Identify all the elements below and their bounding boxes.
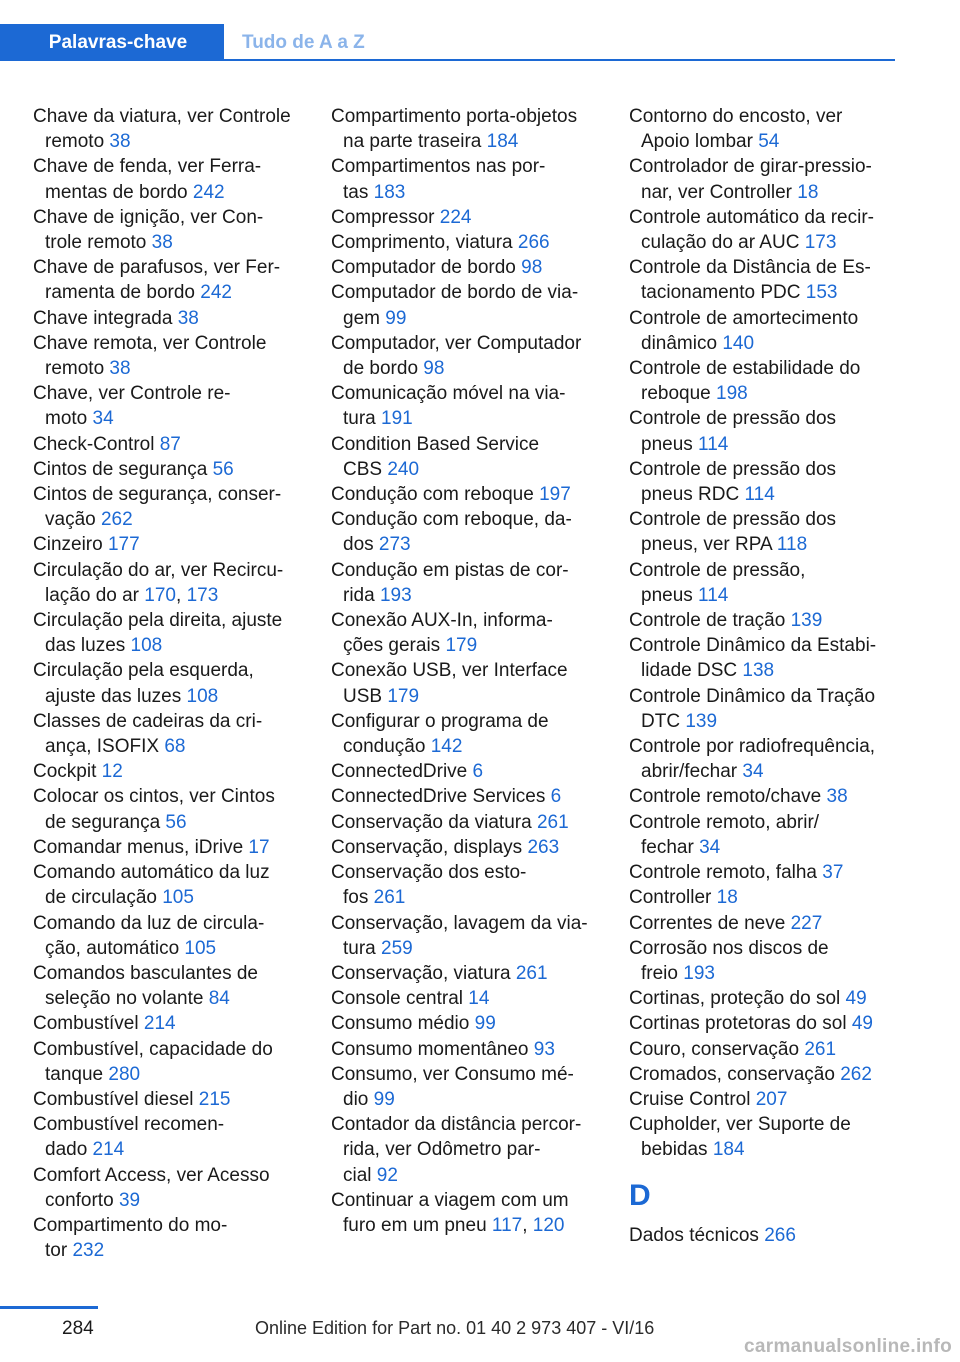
index-entry — [629, 810, 909, 860]
page-link[interactable]: 191 — [381, 408, 413, 430]
index-entry — [33, 1112, 313, 1162]
index-entry — [33, 381, 313, 431]
index-entry — [33, 608, 313, 658]
page-link[interactable]: 120 — [532, 1214, 565, 1236]
index-entry — [331, 104, 611, 154]
index-entry — [629, 1011, 909, 1036]
page-link[interactable]: 139 — [685, 710, 718, 732]
index-entry — [331, 1188, 611, 1238]
index-term: Chave da viatura, ver Controle remoto — [33, 106, 291, 153]
page-link[interactable]: 105 — [162, 887, 194, 909]
index-term: Comandar menus, iDrive — [33, 836, 249, 858]
index-entry — [331, 1112, 611, 1188]
page-link[interactable]: 38 — [826, 786, 848, 808]
page-link[interactable]: 179 — [387, 685, 420, 707]
index-entry — [331, 961, 611, 986]
page-link[interactable]: 193 — [379, 584, 412, 606]
page-link[interactable]: 261 — [373, 887, 406, 909]
header-divider — [0, 59, 895, 61]
index-term: Controle de pressão dos pneus, ver RPA — [629, 509, 837, 556]
index-term: Cockpit — [33, 761, 102, 783]
index-term: Comfort Access, ver Acesso conforto — [33, 1164, 270, 1211]
index-term: Computador de bordo — [331, 257, 522, 279]
index-term: Corrosão nos discos de freio — [629, 937, 829, 984]
index-term: Comando automático da luz de circulação — [33, 862, 270, 909]
index-entry — [331, 986, 611, 1011]
index-term: Controller — [629, 887, 717, 909]
index-entry — [33, 532, 313, 557]
index-term: Console central — [331, 988, 469, 1010]
page-link[interactable]: 99 — [385, 307, 407, 329]
index-entry — [629, 784, 909, 809]
index-entry — [629, 911, 909, 936]
index-entry — [331, 154, 611, 204]
index-term: Controle de tração — [629, 610, 791, 632]
index-entry — [331, 331, 611, 381]
page-link[interactable]: 184 — [486, 131, 519, 153]
page-link[interactable]: 34 — [92, 408, 114, 430]
page-link[interactable]: 18 — [716, 887, 738, 909]
page-link[interactable]: 38 — [109, 131, 131, 153]
index-term: Compressor — [331, 206, 440, 228]
index-entry — [33, 658, 313, 708]
index-term: Cortinas, proteção do sol — [629, 988, 846, 1010]
index-entry — [33, 1087, 313, 1112]
index-term: Combustível — [33, 1013, 144, 1035]
page-link[interactable]: 261 — [536, 811, 569, 833]
index-term: Classes de cadeiras da cri- ança, ISOFIX — [33, 710, 263, 758]
index-entry — [33, 860, 313, 910]
index-term: Cruise Control — [629, 1088, 756, 1110]
page-link[interactable]: 138 — [742, 660, 775, 682]
page-link[interactable]: 56 — [212, 458, 234, 480]
index-entry — [331, 759, 611, 784]
tab-keywords[interactable]: Palavras-chave — [0, 24, 224, 61]
index-term: Controle de pressão dos pneus RDC — [629, 458, 837, 506]
index-term: Cinzeiro — [33, 534, 108, 556]
page-link[interactable]: 183 — [373, 181, 406, 203]
footer-divider — [0, 1306, 98, 1309]
index-entry — [33, 1037, 313, 1087]
page-link[interactable]: 262 — [840, 1063, 872, 1085]
index-entry — [331, 280, 611, 330]
index-term: Compartimento do mo- tor — [33, 1214, 228, 1262]
index-term: Condução com reboque — [331, 484, 540, 506]
page-link[interactable]: 261 — [804, 1038, 837, 1060]
page-link[interactable]: 98 — [423, 358, 445, 380]
page-link[interactable]: 240 — [387, 458, 420, 480]
index-term: Contador da distância percor- rida, ver Odômetro par- cial — [331, 1114, 582, 1186]
page-link[interactable]: 198 — [716, 383, 748, 405]
index-entry — [629, 936, 909, 986]
page-link[interactable]: 173 — [804, 232, 837, 254]
index-entry — [629, 507, 909, 557]
page-link[interactable]: 273 — [378, 534, 411, 556]
index-entry — [331, 255, 611, 280]
index-entry — [33, 482, 313, 532]
index-entry — [331, 1011, 611, 1036]
page-link[interactable]: 84 — [208, 988, 230, 1010]
index-term: Controle remoto/chave — [629, 786, 827, 808]
index-entry — [33, 911, 313, 961]
page-link[interactable]: 184 — [712, 1139, 745, 1161]
index-entry — [629, 1062, 909, 1087]
index-term: Conexão AUX-In, informa- ções gerais — [331, 610, 553, 657]
index-entry — [33, 1163, 313, 1213]
page-link[interactable]: 87 — [159, 433, 181, 455]
index-entry — [331, 658, 611, 708]
index-entry — [629, 154, 909, 204]
section-letter: D — [629, 1178, 651, 1212]
index-term: Controle por radiofrequência, abrir/fechar — [629, 736, 876, 783]
index-term: Controle remoto, abrir/ fechar — [629, 811, 820, 858]
page-link[interactable]: 68 — [164, 736, 186, 758]
index-entry — [629, 255, 909, 305]
index-entry — [629, 306, 909, 356]
index-term: Configurar o programa de condução — [331, 710, 549, 758]
index-column-1 — [33, 104, 313, 1263]
index-entry — [33, 205, 313, 255]
index-term: Combustível diesel — [33, 1088, 199, 1110]
index-term: Controle da Distância de Es- tacionamento PDC — [629, 257, 871, 304]
index-entry — [33, 306, 313, 331]
index-term: Conexão USB, ver Interface USB — [331, 660, 568, 707]
page-link[interactable]: 207 — [755, 1088, 788, 1110]
index-entry — [629, 885, 909, 910]
index-term: Controle de amortecimento dinâmico — [629, 307, 859, 354]
index-entry — [629, 457, 909, 507]
index-term: Comunicação móvel na via- tura — [331, 383, 566, 430]
page-link[interactable]: 49 — [845, 988, 867, 1010]
page-link[interactable]: 266 — [764, 1224, 796, 1246]
index-term: Controle de pressão dos pneus — [629, 408, 837, 455]
index-entry — [629, 104, 909, 154]
index-term: Consumo momentâneo — [331, 1038, 534, 1060]
index-term: Couro, conservação — [629, 1038, 805, 1060]
index-term: Comando da luz de circula- ção, automático — [33, 912, 265, 959]
page-link[interactable]: 38 — [109, 358, 131, 380]
page-link[interactable]: 266 — [517, 232, 550, 254]
index-term: ConnectedDrive — [331, 761, 473, 783]
index-entry — [33, 104, 313, 154]
index-entry — [331, 1062, 611, 1112]
index-entry — [331, 784, 611, 809]
index-entry — [629, 684, 909, 734]
page-link[interactable]: 177 — [107, 534, 140, 556]
page-link[interactable]: 261 — [515, 962, 548, 984]
index-entry — [33, 1011, 313, 1036]
index-term: Contorno do encosto, ver Apoio lombar — [629, 106, 843, 153]
index-term: Condução em pistas de cor- rida — [331, 559, 569, 606]
page-link[interactable]: 215 — [198, 1088, 231, 1110]
index-entry — [629, 860, 909, 885]
page-link[interactable]: 170 — [144, 584, 176, 606]
page-link[interactable]: 99 — [373, 1088, 395, 1110]
index-entry — [33, 331, 313, 381]
page-link[interactable]: 38 — [151, 232, 173, 254]
index-term: Combustível, capacidade do tanque — [33, 1038, 273, 1085]
page-link[interactable]: 114 — [698, 433, 729, 455]
index-term: Combustível recomen- dado — [33, 1114, 225, 1161]
page-link[interactable]: 214 — [143, 1013, 176, 1035]
index-entry — [33, 784, 313, 834]
index-entry — [331, 835, 611, 860]
index-entry — [331, 230, 611, 255]
page-link[interactable]: 214 — [92, 1139, 125, 1161]
index-term: Chave, ver Controle re- moto — [33, 383, 231, 430]
index-entry — [33, 255, 313, 305]
index-entry — [33, 432, 313, 457]
index-term: Cintos de segurança — [33, 458, 213, 480]
index-term: Consumo médio — [331, 1013, 475, 1035]
index-term: Compartimento porta-objetos na parte traseira — [331, 106, 578, 153]
page-link[interactable]: 140 — [722, 332, 755, 354]
index-entry — [629, 633, 909, 683]
index-term: Cupholder, ver Suporte de bebidas — [629, 1114, 851, 1161]
page-link[interactable]: 280 — [108, 1063, 141, 1085]
index-entry — [331, 608, 611, 658]
page-link[interactable]: 37 — [822, 862, 844, 884]
index-entry — [629, 1223, 909, 1248]
page-link[interactable]: 108 — [186, 685, 219, 707]
index-entry — [331, 381, 611, 431]
page-link[interactable]: 39 — [118, 1189, 141, 1211]
index-term: Cortinas protetoras do sol — [629, 1013, 852, 1035]
index-entry — [331, 205, 611, 230]
index-term: Chave de fenda, ver Ferra- mentas de bordo — [33, 156, 262, 203]
page-link[interactable]: 18 — [797, 181, 819, 203]
page-link[interactable]: 6 — [550, 786, 562, 808]
page-link[interactable]: 93 — [533, 1038, 555, 1060]
index-entry — [33, 961, 313, 1011]
index-entry — [331, 911, 611, 961]
index-entry — [629, 406, 909, 456]
watermark: carmanualsonline.info — [744, 1336, 952, 1357]
page-link[interactable]: 117 — [491, 1214, 523, 1236]
index-term: Correntes de neve — [629, 912, 791, 934]
index-term: Controle Dinâmico da Estabi- lidade DSC — [629, 635, 877, 682]
index-entry — [629, 734, 909, 784]
index-term: Comandos basculantes de seleção no volante — [33, 962, 258, 1010]
index-term: Chave integrada — [33, 307, 178, 329]
page-link[interactable]: 118 — [776, 534, 808, 556]
index-term: Controle remoto, falha — [629, 862, 823, 884]
page-link[interactable]: 98 — [521, 257, 543, 279]
page-link[interactable]: 114 — [744, 484, 775, 506]
page-link[interactable]: 153 — [805, 282, 838, 304]
index-term: Circulação pela esquerda, ajuste das luzes — [33, 660, 254, 707]
index-entry — [331, 558, 611, 608]
index-term: Computador de bordo de via- gem — [331, 282, 579, 329]
index-entry — [629, 356, 909, 406]
page-separator: , — [522, 1214, 533, 1236]
index-term: Conservação dos esto- fos — [331, 862, 527, 909]
index-entry — [331, 810, 611, 835]
edition-text: Online Edition for Part no. 01 40 2 973 407 - VI/16 — [255, 1318, 655, 1338]
page-link[interactable]: 108 — [130, 635, 163, 657]
index-term: Conservação, lavagem da via- tura — [331, 912, 588, 959]
index-entry — [331, 860, 611, 910]
page-link[interactable]: 54 — [758, 131, 780, 153]
page-link[interactable]: 259 — [381, 937, 413, 959]
index-term: Controle automático da recir- culação do ar AUC — [629, 206, 874, 254]
index-entry — [33, 154, 313, 204]
index-entry — [629, 986, 909, 1011]
index-term: Conservação, displays — [331, 836, 528, 858]
index-entry — [629, 1087, 909, 1112]
page-link[interactable]: 99 — [474, 1013, 496, 1035]
index-entry — [33, 457, 313, 482]
page-link[interactable]: 6 — [472, 761, 484, 783]
page-link[interactable]: 242 — [200, 282, 232, 304]
page-link[interactable]: 56 — [165, 811, 187, 833]
index-term: Cromados, conservação — [629, 1063, 841, 1085]
page-link[interactable]: 142 — [430, 736, 463, 758]
index-entry — [629, 608, 909, 633]
index-term: Cintos de segurança, conser- vação — [33, 484, 282, 531]
index-term: Check-Control — [33, 433, 160, 455]
index-term: Controlador de girar-pressio- nar, ver Controller — [629, 156, 872, 203]
index-entry — [33, 835, 313, 860]
index-term: ConnectedDrive Services — [331, 786, 551, 808]
page-link[interactable]: 12 — [101, 761, 123, 783]
page-link[interactable]: 224 — [439, 206, 472, 228]
page-link[interactable]: 14 — [468, 988, 490, 1010]
index-entry — [33, 709, 313, 759]
index-term: Conservação da viatura — [331, 811, 537, 833]
page-link[interactable]: 34 — [742, 761, 764, 783]
index-term: Circulação pela direita, ajuste das luzes — [33, 610, 283, 657]
page-link[interactable]: 263 — [527, 836, 560, 858]
page-separator: , — [176, 584, 187, 606]
index-term: Comprimento, viatura — [331, 232, 518, 254]
index-term: Consumo, ver Consumo mé- dio — [331, 1063, 574, 1110]
index-term: Condução com reboque, da- dos — [331, 509, 572, 556]
page-link[interactable]: 262 — [100, 509, 133, 531]
page-link[interactable]: 139 — [790, 610, 823, 632]
index-entry — [629, 1112, 909, 1162]
index-term: Condition Based Service CBS — [331, 433, 540, 480]
index-entry — [331, 1037, 611, 1062]
index-column-3 — [629, 104, 909, 1248]
index-entry — [33, 558, 313, 608]
page-link[interactable]: 49 — [851, 1013, 873, 1035]
index-entry — [629, 205, 909, 255]
page-link[interactable]: 92 — [376, 1164, 398, 1186]
page-link[interactable]: 17 — [248, 836, 270, 858]
index-term: Chave de ignição, ver Con- trole remoto — [33, 206, 264, 254]
index-entry — [629, 1037, 909, 1062]
index-term: Chave remota, ver Controle remoto — [33, 332, 267, 380]
page-link[interactable]: 34 — [699, 836, 721, 858]
index-term: Computador, ver Computador de bordo — [331, 332, 582, 380]
index-column-2 — [331, 104, 611, 1238]
index-term: Dados técnicos — [629, 1224, 765, 1246]
page-link[interactable]: 242 — [192, 181, 225, 203]
page-link[interactable]: 232 — [72, 1240, 105, 1262]
index-term: Continuar a viagem com um furo em um pneu — [331, 1189, 569, 1236]
page-number: 284 — [62, 1318, 94, 1339]
index-term: Colocar os cintos, ver Cintos de segurança — [33, 786, 275, 833]
index-entry — [33, 1213, 313, 1263]
page-link[interactable]: 227 — [790, 912, 823, 934]
index-entry — [33, 759, 313, 784]
page-link[interactable]: 197 — [539, 484, 571, 506]
index-entry — [331, 482, 611, 507]
index-entry — [331, 432, 611, 482]
index-entry — [629, 558, 909, 608]
page-link[interactable]: 105 — [184, 937, 217, 959]
page-link[interactable]: 193 — [683, 962, 715, 984]
header-tabbar — [0, 24, 895, 61]
index-term: Controle Dinâmico da Tração DTC — [629, 685, 876, 732]
index-entry — [331, 507, 611, 557]
page-link[interactable]: 114 — [698, 584, 729, 606]
page-link[interactable]: 38 — [177, 307, 199, 329]
index-term: Chave de parafusos, ver Fer- ramenta de bordo — [33, 257, 281, 304]
index-term: Compartimentos nas por- tas — [331, 156, 546, 203]
page-link[interactable]: 173 — [186, 584, 219, 606]
index-term: Conservação, viatura — [331, 962, 516, 984]
page-link[interactable]: 179 — [445, 635, 478, 657]
index-entry — [331, 709, 611, 759]
index-term: Controle de estabilidade do reboque — [629, 358, 861, 405]
index-term: Circulação do ar, ver Recircu- lação do ar — [33, 559, 284, 606]
tab-a-to-z[interactable]: Tudo de A a Z — [242, 32, 365, 53]
index-term: Controle de pressão, pneus — [629, 559, 806, 606]
